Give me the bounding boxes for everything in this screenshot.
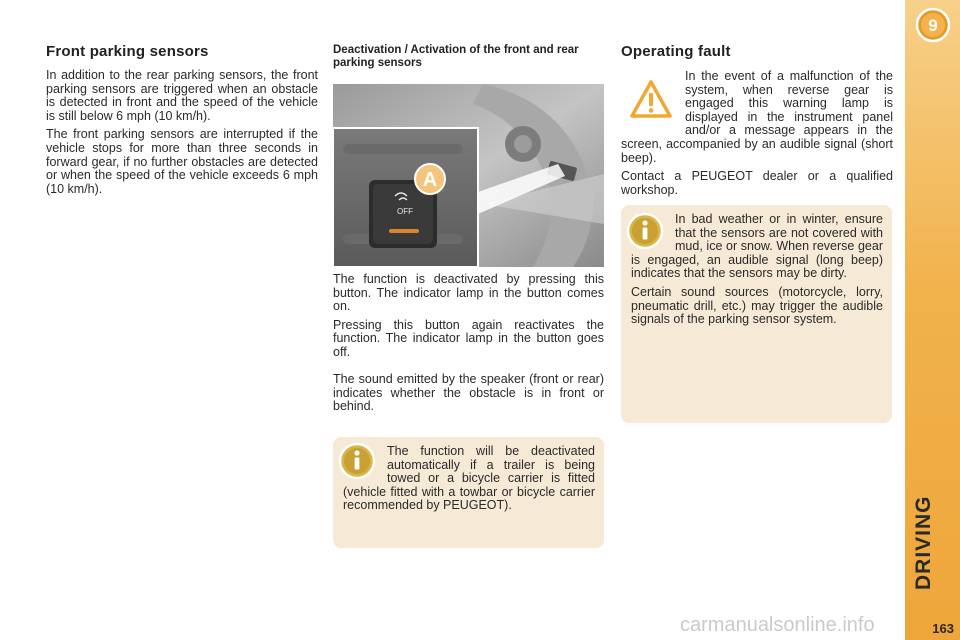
chapter-sidebar <box>905 0 960 640</box>
paragraph: In addition to the rear parking sensors, the front parking sensors are triggered when an obstacle is detected in front and the speed of the vehicle is still below 6 mph (10 km/h). <box>46 68 318 123</box>
section-title-operating-fault: Operating fault <box>621 43 731 60</box>
page-number: 163 <box>932 621 954 636</box>
info-icon <box>337 441 377 481</box>
warning-triangle-icon <box>630 80 672 118</box>
watermark: carmanualsonline.info <box>680 614 875 636</box>
paragraph: The function is deactivated by pressing this button. The indicator lamp in the button comes on. <box>333 272 604 314</box>
paragraph: In the event of a malfunction of the system, when reverse gear is engaged this warning lamp is displayed in the instrument panel and/or a message appears in the screen, accompanied by an audible signal (short beep). <box>621 69 893 165</box>
dashboard-button-photo <box>333 84 604 267</box>
info-box-weather <box>621 205 892 423</box>
chapter-label: DRIVING <box>912 495 935 590</box>
callout-a-label: A <box>422 169 438 191</box>
chapter-number-badge <box>915 7 951 43</box>
paragraph: In bad weather or in winter, ensure that the sensors are not covered with mud, ice or snow. When reverse gear is engaged, an audible signal (long beep) indicates that the sensors may be dirty. <box>631 212 883 281</box>
paragraph: Certain sound sources (motorcycle, lorry, pneumatic drill, etc.) may trigger the audible signals of the parking sensor system. <box>631 284 883 327</box>
paragraph: Contact a PEUGEOT dealer or a qualified workshop. <box>621 169 893 197</box>
section-title-front-parking: Front parking sensors <box>46 43 209 60</box>
info-text-weather <box>631 213 883 332</box>
paragraph: The front parking sensors are interrupted if the vehicle stops for more than three seconds in forward gear, if no further obstacles are detected or when the speed of the vehicle exceeds 6 mph (10 km/h). <box>46 127 318 196</box>
front-parking-body <box>46 69 318 201</box>
info-box-trailer <box>333 437 604 548</box>
info-icon <box>625 211 665 251</box>
chapter-number: 9 <box>928 16 938 35</box>
svg-text:OFF: OFF <box>397 207 413 216</box>
paragraph: Pressing this button again reactivates the function. The indicator lamp in the button goes off. <box>333 317 604 359</box>
sound-paragraph: The sound emitted by the speaker (front or rear) indicates whether the obstacle is in front or behind. <box>333 372 604 414</box>
deactivation-body <box>333 273 604 365</box>
info-text-trailer: The function will be deactivated automatically if a trailer is being towed or a bicycle carrier is fitted (vehicle fitted with a towbar or bicycle carrier recommended by PEUGEOT). <box>343 444 595 513</box>
section-title-deactivation: Deactivation / Activation of the front and rear parking sensors <box>333 44 579 69</box>
